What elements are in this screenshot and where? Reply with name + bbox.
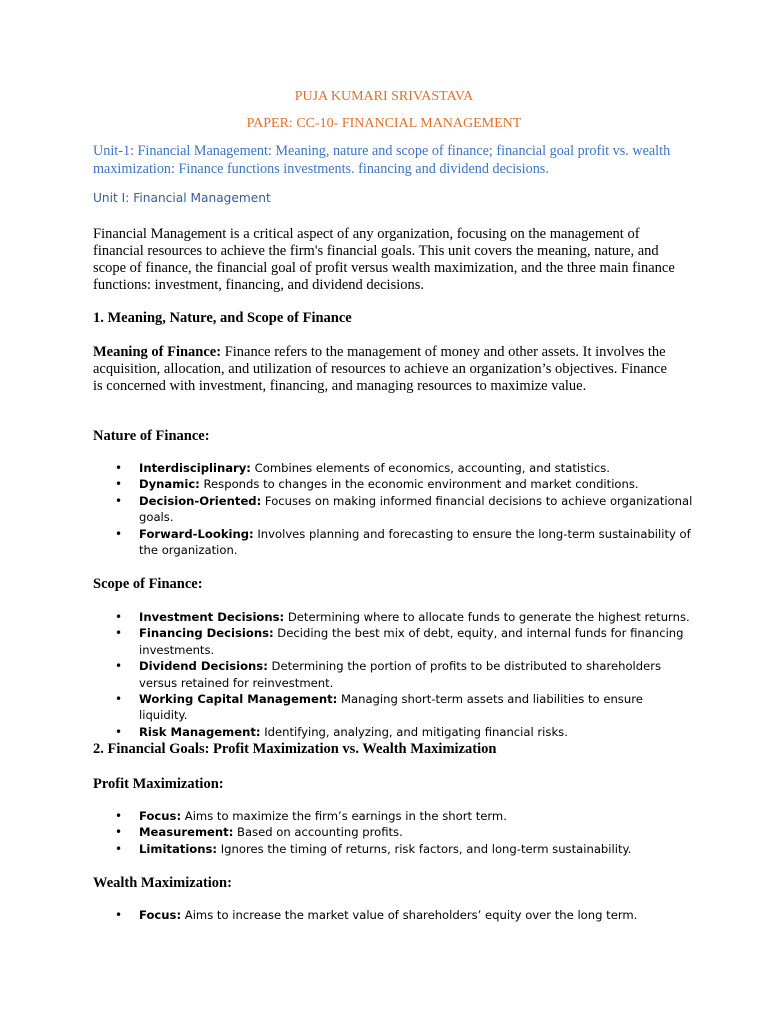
list-item xyxy=(93,808,693,824)
bullet-icon: • xyxy=(115,692,123,707)
item-term: Investment Decisions: xyxy=(139,610,285,624)
item-text: Combines elements of economics, accounting, and statistics. xyxy=(250,461,610,475)
meaning-paragraph xyxy=(93,344,678,395)
list-item xyxy=(93,691,693,724)
profit-heading: Profit Maximization: xyxy=(93,776,224,792)
bullet-icon: • xyxy=(115,809,123,823)
list-item xyxy=(93,526,693,559)
nature-heading: Nature of Finance: xyxy=(93,428,210,444)
item-text: Deciding the best mix of debt, equity, and internal funds for financing investments. xyxy=(139,626,684,657)
list-item xyxy=(93,841,693,857)
unit-description: Unit-1: Financial Management: Meaning, nature and scope of finance; financial goal profit vs. wealth maximization: Finance functions investments. financing and dividend decisions. xyxy=(93,143,671,177)
bullet-icon: • xyxy=(115,659,123,674)
item-text: Ignores the timing of returns, risk factors, and long-term sustainability. xyxy=(217,841,632,856)
item-text: Based on accounting profits. xyxy=(233,825,403,840)
item-term: Forward-Looking: xyxy=(139,526,254,541)
scope-list xyxy=(93,609,693,740)
list-item xyxy=(93,907,693,923)
bullet-icon: • xyxy=(115,626,123,641)
item-text: Determining the portion of profits to be distributed to shareholders versus retained for reinvestment. xyxy=(139,659,662,690)
meaning-text: Finance refers to the management of money and other assets. It involves the acquisition, allocation, and utilization of resources to achieve an organization’s objectives. Finance is concerned with investment, financing, and managing resources to maximize value. xyxy=(93,344,667,394)
item-term: Interdisciplinary: xyxy=(139,461,251,475)
unit-heading: Unit I: Financial Management xyxy=(93,191,271,205)
list-item xyxy=(93,658,693,691)
bullet-icon: • xyxy=(115,610,123,624)
paper-title: PAPER: CC-10- FINANCIAL MANAGEMENT xyxy=(246,116,522,131)
item-term: Financing Decisions: xyxy=(139,626,274,641)
scope-heading: Scope of Finance: xyxy=(93,576,203,592)
bullet-icon: • xyxy=(115,461,123,475)
item-text: Determining where to allocate funds to generate the highest returns. xyxy=(284,610,690,624)
section-2-heading: 2. Financial Goals: Profit Maximization vs. Wealth Maximization xyxy=(93,741,497,757)
section-1-heading: 1. Meaning, Nature, and Scope of Finance xyxy=(93,310,352,326)
item-text: Responds to changes in the economic environment and market conditions. xyxy=(199,477,639,492)
item-term: Risk Management: xyxy=(139,724,261,739)
wealth-list xyxy=(93,907,693,923)
bullet-icon: • xyxy=(115,493,123,508)
author-name: PUJA KUMARI SRIVASTAVA xyxy=(294,89,474,104)
profit-list xyxy=(93,808,693,857)
item-term: Dividend Decisions: xyxy=(139,659,268,674)
list-item xyxy=(93,609,693,625)
bullet-icon: • xyxy=(115,477,123,492)
bullet-icon: • xyxy=(115,724,123,739)
item-term: Dynamic: xyxy=(139,477,200,492)
list-item xyxy=(93,460,693,476)
item-text: Focuses on making informed financial decisions to achieve organizational goals. xyxy=(139,493,693,525)
item-text: Managing short-term assets and liabilities to ensure liquidity. xyxy=(139,692,643,723)
item-text: Involves planning and forecasting to ensure the long-term sustainability of the organization. xyxy=(139,526,691,558)
item-text: Identifying, analyzing, and mitigating financial risks. xyxy=(260,724,568,739)
bullet-icon: • xyxy=(115,825,123,840)
list-item xyxy=(93,476,693,492)
item-term: Focus: xyxy=(139,908,182,922)
item-text: Aims to maximize the firm’s earnings in the short term. xyxy=(181,809,507,823)
item-term: Working Capital Management: xyxy=(139,692,338,707)
item-term: Focus: xyxy=(139,809,182,823)
item-term: Measurement: xyxy=(139,825,234,840)
list-item xyxy=(93,493,693,526)
item-term: Limitations: xyxy=(139,841,218,856)
list-item xyxy=(93,824,693,840)
item-term: Decision-Oriented: xyxy=(139,493,262,508)
bullet-icon: • xyxy=(115,908,123,922)
list-item xyxy=(93,625,693,658)
item-text: Aims to increase the market value of shareholders’ equity over the long term. xyxy=(181,908,638,922)
list-item xyxy=(93,724,693,740)
meaning-label: Meaning of Finance: xyxy=(93,344,222,360)
bullet-icon: • xyxy=(115,526,123,541)
wealth-heading: Wealth Maximization: xyxy=(93,875,232,891)
intro-paragraph: Financial Management is a critical aspect of any organization, focusing on the management of financial resources to achieve the firm's financial goals. This unit covers the meaning, nature, and scope of finance, the financial goal of profit versus wealth maximization, and the three main finance functions: investment, financing, and dividend decisions. xyxy=(93,226,675,293)
nature-list xyxy=(93,460,693,558)
bullet-icon: • xyxy=(115,841,123,856)
